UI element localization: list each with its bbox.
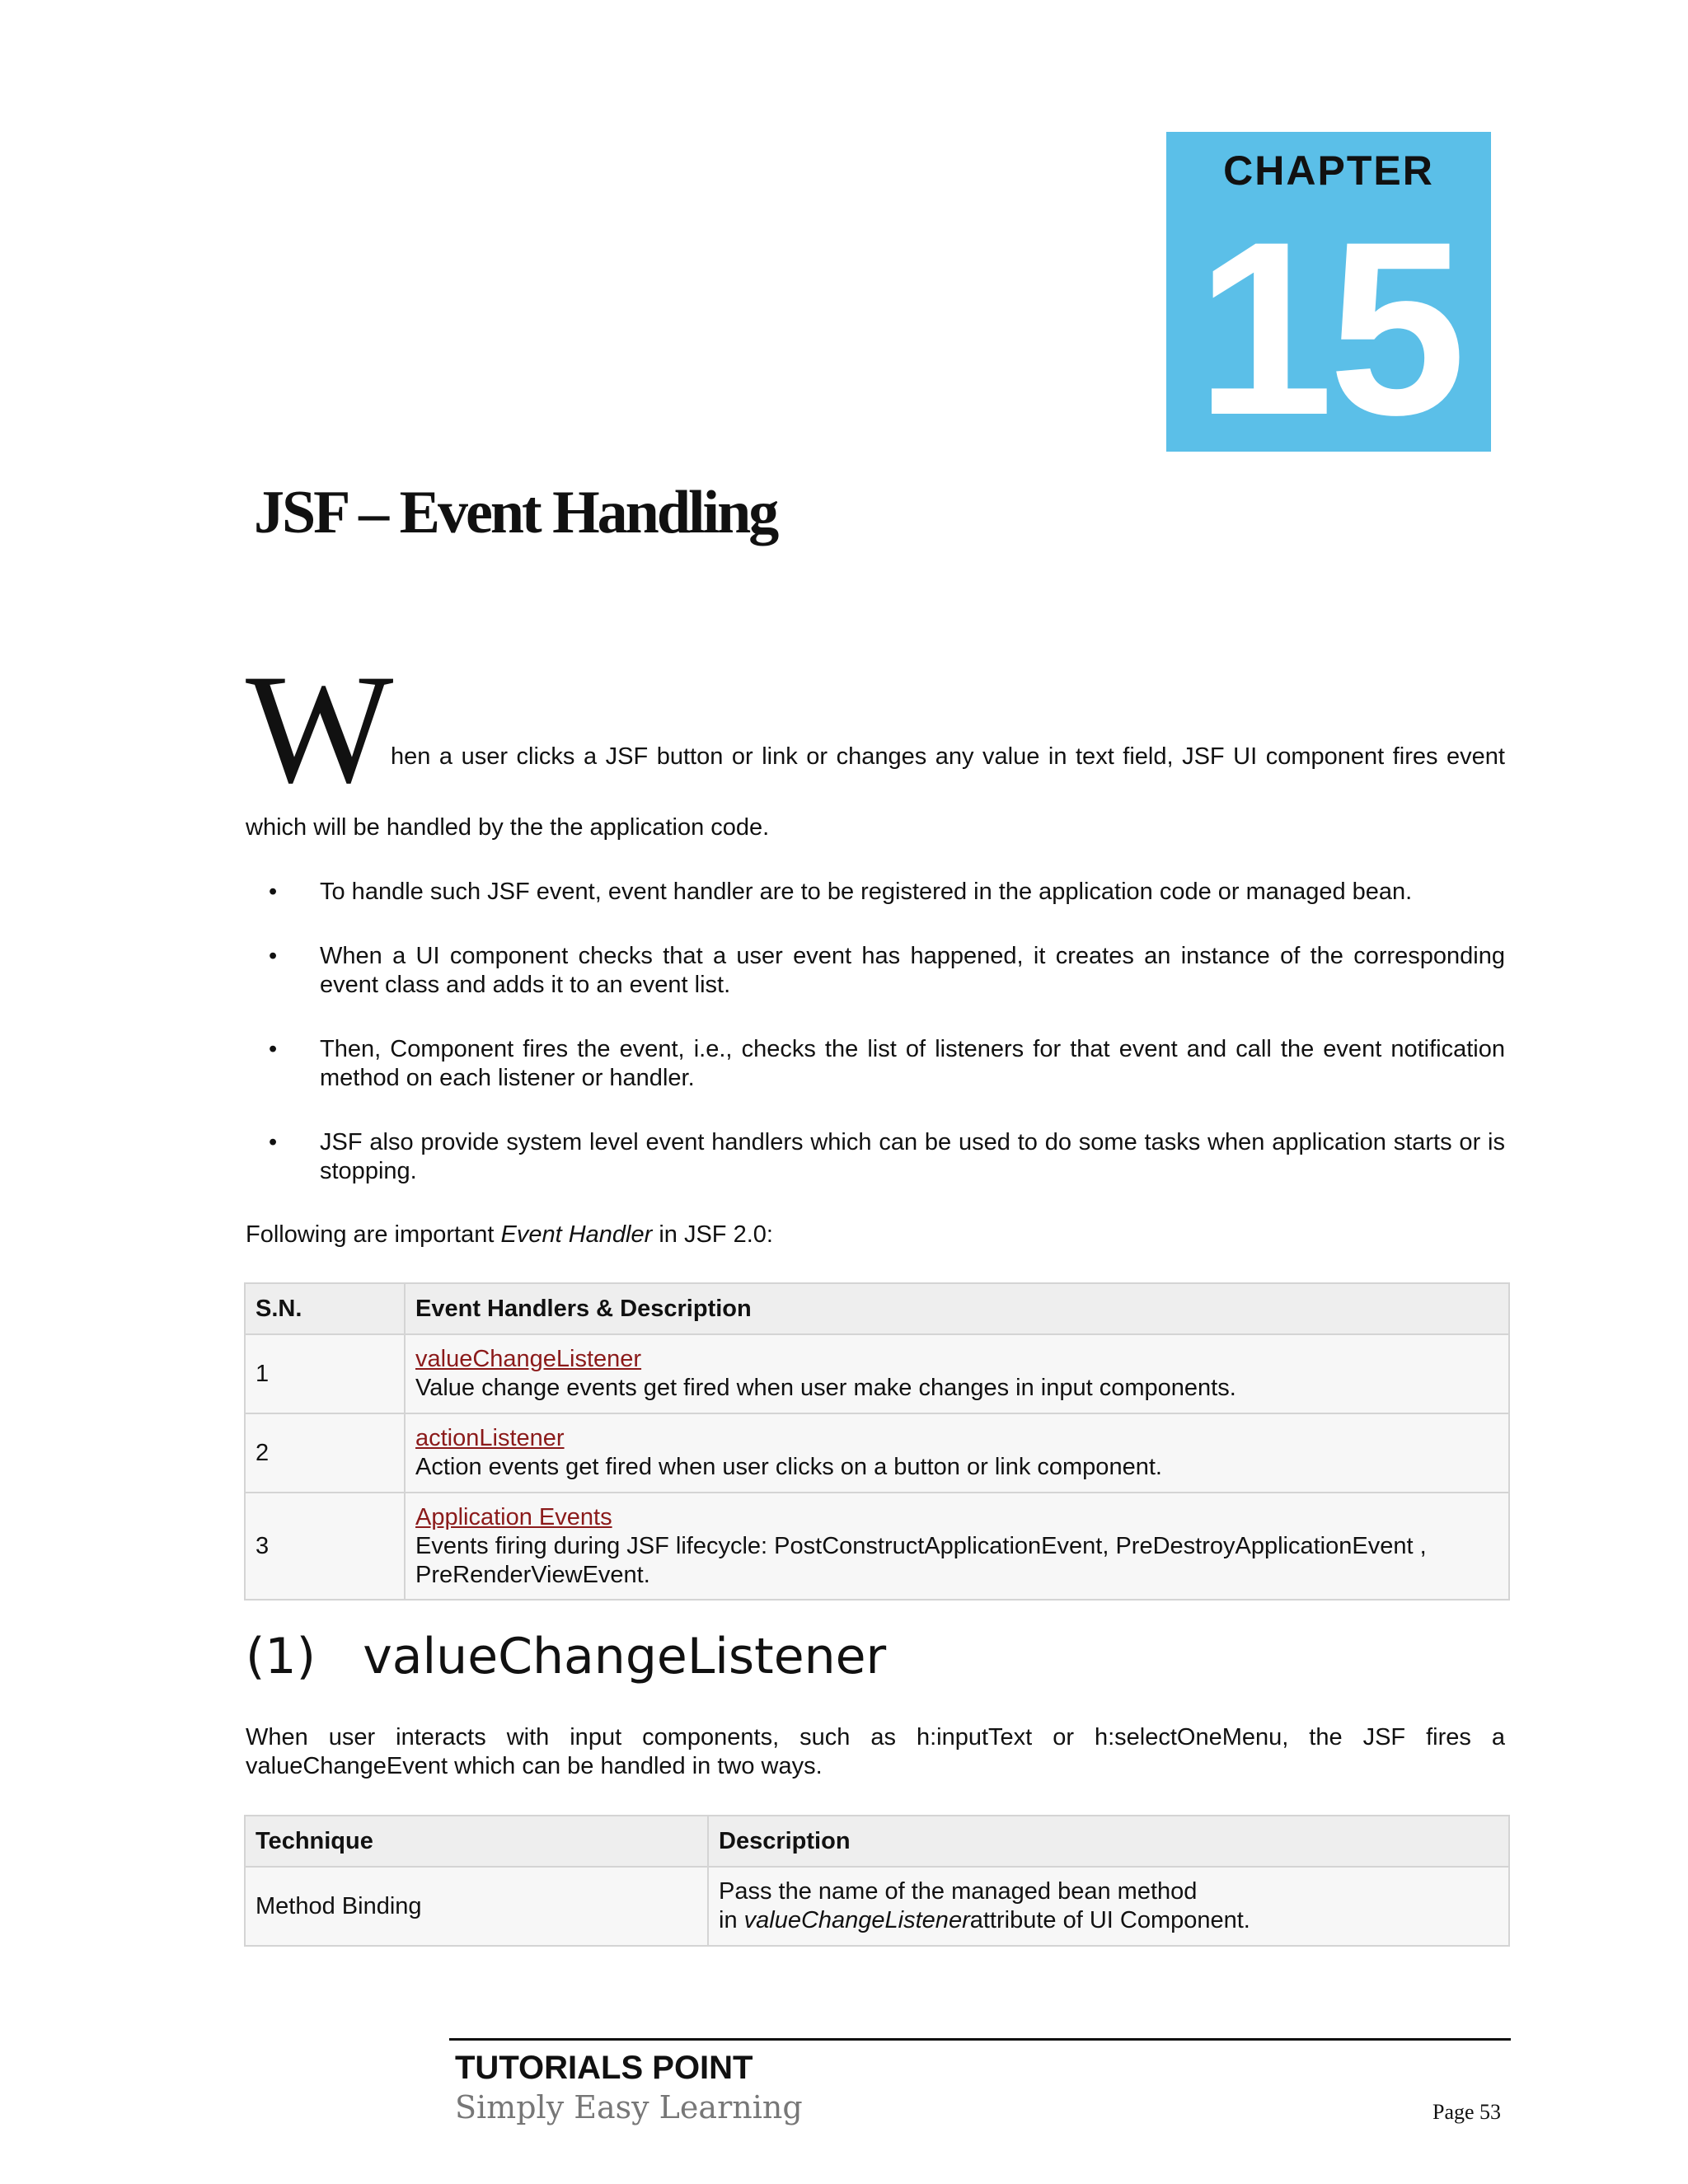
bullet-text: When a UI component checks that a user event has happened, it creates an instance of the corresponding event class and adds it to an event list.	[320, 943, 1505, 998]
header-technique: Technique	[245, 1816, 708, 1867]
row-description	[708, 1867, 1509, 1946]
table-row	[245, 1334, 1509, 1413]
handler-link-valuechangelistener[interactable]: valueChangeListener	[415, 1346, 642, 1372]
page-number: Page 53	[1432, 2100, 1502, 2124]
section-para-line1: When user interacts with input components, such as h:inputText or h:selectOneMenu, the JSF fires a	[246, 1724, 1505, 1750]
section-heading	[246, 1628, 886, 1685]
technique-table	[244, 1815, 1510, 1947]
desc-emphasis: valueChangeListener	[743, 1907, 970, 1933]
footer-rule	[449, 2038, 1511, 2041]
drop-cap: W	[246, 643, 394, 816]
bullet-dot: •	[269, 943, 278, 969]
header-description: Event Handlers & Description	[405, 1283, 1509, 1334]
footer-brand: TUTORIALS POINT	[455, 2050, 753, 2086]
table-row	[245, 1867, 1509, 1946]
row-description	[405, 1334, 1509, 1413]
chapter-number: 15	[1196, 190, 1461, 466]
row-technique: Method Binding	[245, 1867, 708, 1946]
bullet-dot: •	[269, 879, 278, 905]
table-header-row	[245, 1816, 1509, 1867]
header-sn: S.N.	[245, 1283, 405, 1334]
bullet-dot: •	[269, 1036, 278, 1062]
handlers-table	[244, 1282, 1510, 1601]
handler-desc: Value change events get fired when user make changes in input components.	[415, 1375, 1236, 1401]
bullet-item	[246, 1128, 1505, 1186]
table-header-row	[245, 1283, 1509, 1334]
following-emphasis: Event Handler	[500, 1221, 653, 1248]
bullet-item	[246, 942, 1505, 1000]
following-prefix: Following are important	[246, 1221, 501, 1248]
footer-tagline: Simply Easy Learning	[455, 2089, 803, 2125]
bullet-text: To handle such JSF event, event handler are to be registered in the application code or managed bean.	[320, 879, 1413, 905]
desc-pre: in	[719, 1907, 744, 1933]
handler-desc: Events firing during JSF lifecycle: PostConstructApplicationEvent, PreDestroyApplicationEvent , PreRenderViewEvent.	[415, 1532, 1427, 1588]
desc-line1: Pass the name of the managed bean method	[719, 1878, 1198, 1905]
desc-post: attribute of UI Component.	[969, 1907, 1250, 1933]
handler-desc: Action events get fired when user clicks on a button or link component.	[415, 1454, 1162, 1480]
row-sn: 2	[245, 1413, 405, 1493]
header-description: Description	[708, 1816, 1509, 1867]
chapter-label: CHAPTER	[1223, 148, 1434, 194]
row-sn: 1	[245, 1334, 405, 1413]
chapter-badge	[1166, 132, 1491, 466]
section-number: (1)	[246, 1628, 316, 1685]
bullet-dot: •	[269, 1129, 278, 1155]
following-text	[246, 1221, 1505, 1249]
row-description	[405, 1493, 1509, 1600]
intro-first-line: hen a user clicks a JSF button or link or changes any value in text field, JSF UI component fires event	[391, 743, 1505, 770]
bullet-list	[246, 878, 1505, 1221]
row-sn: 3	[245, 1493, 405, 1600]
bullet-text: JSF also provide system level event handlers which can be used to do some tasks when application starts or is stopping.	[320, 1129, 1505, 1184]
bullet-text: Then, Component fires the event, i.e., checks the list of listeners for that event and call the event notification method on each listener or handler.	[320, 1036, 1505, 1091]
section-para-line2: valueChangeEvent which can be handled in two ways.	[246, 1753, 823, 1779]
row-description	[405, 1413, 1509, 1493]
chapter-title: JSF – Event Handling	[254, 479, 777, 546]
handler-link-actionlistener[interactable]: actionListener	[415, 1425, 565, 1451]
table-row	[245, 1493, 1509, 1600]
handler-link-application-events[interactable]: Application Events	[415, 1503, 612, 1530]
intro-second-line: which will be handled by the the application code.	[246, 814, 770, 841]
section-name: valueChangeListener	[363, 1628, 887, 1685]
bullet-item	[246, 1035, 1505, 1093]
following-suffix: in JSF 2.0:	[652, 1221, 773, 1248]
table-row	[245, 1413, 1509, 1493]
bullet-item	[246, 878, 1505, 907]
